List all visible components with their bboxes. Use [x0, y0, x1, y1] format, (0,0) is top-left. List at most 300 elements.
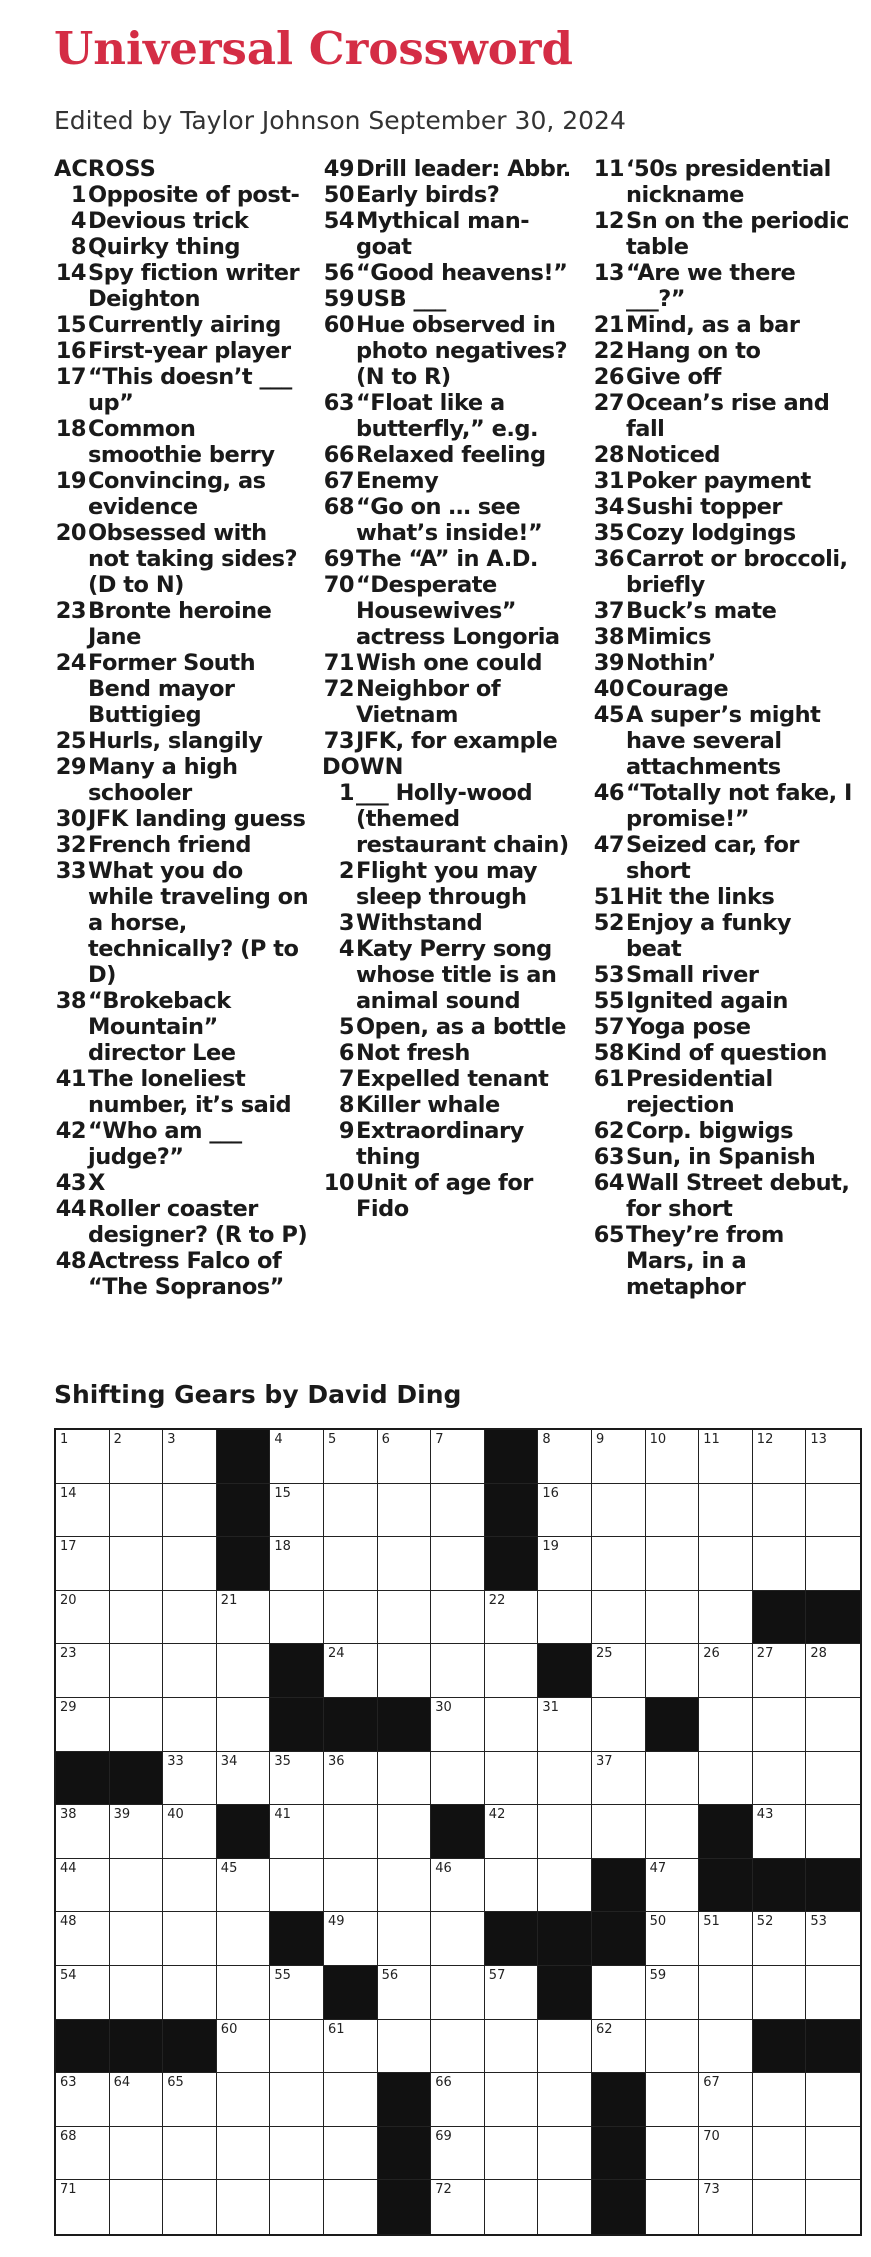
grid-cell[interactable] [485, 2020, 539, 2074]
clue-text: “Totally not fake, I promise!” [626, 780, 852, 832]
across-clue [54, 1170, 314, 1196]
grid-cell[interactable] [592, 1752, 646, 1806]
grid-cell[interactable] [217, 1966, 271, 2020]
grid-cell[interactable] [699, 1591, 753, 1645]
grid-cell[interactable] [592, 1537, 646, 1591]
grid-cell[interactable] [753, 1912, 807, 1966]
grid-cell[interactable] [324, 1430, 378, 1484]
grid-cell[interactable] [110, 2180, 164, 2234]
grid-cell[interactable] [110, 1430, 164, 1484]
grid-cell[interactable] [378, 1430, 432, 1484]
grid-cell[interactable] [163, 1644, 217, 1698]
clue-number: 6 [338, 1040, 354, 1066]
clue-text: Ignited again [626, 988, 788, 1014]
clue-number: 15 [55, 312, 86, 338]
grid-cell[interactable] [699, 1430, 753, 1484]
grid-cell[interactable] [699, 2020, 753, 2074]
clue-text: Not fresh [356, 1040, 470, 1066]
grid-cell[interactable] [270, 1430, 324, 1484]
grid-cell[interactable] [217, 1912, 271, 1966]
grid-cell[interactable] [378, 1805, 432, 1859]
black-square [699, 1805, 753, 1859]
across-clue [54, 208, 314, 234]
grid-cell[interactable] [56, 2127, 110, 2181]
editor-byline: Edited by Taylor Johnson September 30, 2024 [54, 106, 626, 135]
grid-cell[interactable] [324, 2180, 378, 2234]
grid-cell[interactable] [163, 1484, 217, 1538]
grid-cell[interactable] [431, 2180, 485, 2234]
grid-cell[interactable] [163, 2073, 217, 2127]
across-clue [322, 442, 582, 468]
grid-cell[interactable] [270, 1537, 324, 1591]
grid-cell[interactable] [538, 1591, 592, 1645]
grid-cell[interactable] [753, 1537, 807, 1591]
grid-cell[interactable] [324, 2127, 378, 2181]
clue-text: They’re from Mars, in a metaphor [626, 1222, 784, 1300]
clue-text: Presidential rejection [626, 1066, 773, 1118]
grid-cell[interactable] [378, 1484, 432, 1538]
cell-number: 46 [435, 1860, 452, 1876]
crossword-grid [54, 1428, 862, 2236]
clue-text: Hit the links [626, 884, 775, 910]
down-clue [592, 884, 852, 910]
grid-cell[interactable] [270, 2127, 324, 2181]
grid-cell[interactable] [538, 1752, 592, 1806]
grid-cell[interactable] [431, 2020, 485, 2074]
grid-cell[interactable] [699, 1537, 753, 1591]
clue-number: 8 [338, 1092, 354, 1118]
grid-cell[interactable] [699, 1698, 753, 1752]
clue-text: USB ___ [356, 286, 446, 312]
grid-cell[interactable] [646, 1537, 700, 1591]
grid-cell[interactable] [806, 1430, 860, 1484]
grid-cell[interactable] [270, 2073, 324, 2127]
across-clue [54, 1118, 314, 1170]
grid-cell[interactable] [163, 1859, 217, 1913]
grid-cell[interactable] [485, 1859, 539, 1913]
grid-cell[interactable] [646, 1966, 700, 2020]
grid-cell[interactable] [431, 2073, 485, 2127]
grid-cell[interactable] [592, 1698, 646, 1752]
grid-cell[interactable] [699, 1752, 753, 1806]
grid-cell[interactable] [806, 1966, 860, 2020]
across-clue [54, 988, 314, 1066]
clue-number: 66 [323, 442, 354, 468]
grid-cell[interactable] [270, 2180, 324, 2234]
grid-cell[interactable] [163, 2127, 217, 2181]
grid-cell[interactable] [217, 1698, 271, 1752]
across-clue [54, 1066, 314, 1118]
grid-cell[interactable] [485, 2073, 539, 2127]
grid-cell[interactable] [592, 1805, 646, 1859]
grid-cell[interactable] [806, 2073, 860, 2127]
grid-cell[interactable] [163, 1591, 217, 1645]
clue-text: Obsessed with not taking sides? (D to N) [88, 520, 298, 598]
grid-cell[interactable] [270, 2020, 324, 2074]
grid-cell[interactable] [806, 1644, 860, 1698]
grid-cell[interactable] [431, 1591, 485, 1645]
grid-cell[interactable] [163, 2180, 217, 2234]
clue-text: Mimics [626, 624, 711, 650]
grid-cell[interactable] [646, 2073, 700, 2127]
grid-cell[interactable] [538, 1859, 592, 1913]
grid-cell[interactable] [56, 1484, 110, 1538]
grid-cell[interactable] [324, 1591, 378, 1645]
clue-number: 54 [323, 208, 354, 234]
grid-cell[interactable] [699, 1966, 753, 2020]
clue-text: Withstand [356, 910, 483, 936]
black-square [217, 1484, 271, 1538]
grid-cell[interactable] [324, 1484, 378, 1538]
grid-cell[interactable] [217, 1859, 271, 1913]
grid-cell[interactable] [163, 1912, 217, 1966]
grid-cell[interactable] [56, 1430, 110, 1484]
grid-cell[interactable] [592, 1644, 646, 1698]
grid-cell[interactable] [646, 1591, 700, 1645]
grid-cell[interactable] [806, 1484, 860, 1538]
grid-cell[interactable] [270, 1752, 324, 1806]
grid-cell[interactable] [806, 2127, 860, 2181]
grid-cell[interactable] [485, 1752, 539, 1806]
grid-cell[interactable] [378, 1912, 432, 1966]
grid-cell[interactable] [753, 1805, 807, 1859]
grid-cell[interactable] [806, 1698, 860, 1752]
across-clue [322, 676, 582, 728]
black-square [485, 1537, 539, 1591]
grid-cell[interactable] [431, 1912, 485, 1966]
grid-cell[interactable] [699, 1644, 753, 1698]
grid-cell[interactable] [699, 2127, 753, 2181]
clue-text: Unit of age for Fido [356, 1170, 533, 1222]
grid-cell[interactable] [217, 1752, 271, 1806]
grid-cell[interactable] [753, 2073, 807, 2127]
down-clue [592, 520, 852, 546]
grid-cell[interactable] [431, 1537, 485, 1591]
grid-cell[interactable] [753, 1644, 807, 1698]
puzzle-page-title: Universal Crossword [54, 22, 573, 75]
grid-cell[interactable] [753, 2127, 807, 2181]
grid-cell[interactable] [753, 1484, 807, 1538]
grid-cell[interactable] [56, 2180, 110, 2234]
across-clue [322, 572, 582, 650]
clue-number: 61 [593, 1066, 624, 1092]
clue-number: 43 [55, 1170, 86, 1196]
grid-cell[interactable] [538, 1698, 592, 1752]
grid-cell[interactable] [592, 1484, 646, 1538]
grid-cell[interactable] [806, 1752, 860, 1806]
grid-cell[interactable] [270, 1859, 324, 1913]
grid-cell[interactable] [163, 1698, 217, 1752]
grid-cell[interactable] [753, 2180, 807, 2234]
grid-cell[interactable] [431, 1698, 485, 1752]
grid-cell[interactable] [646, 1430, 700, 1484]
grid-cell[interactable] [592, 2020, 646, 2074]
grid-cell[interactable] [163, 1537, 217, 1591]
clue-text: “Desperate Housewives” actress Longoria [356, 572, 560, 650]
clue-number: 12 [593, 208, 624, 234]
grid-cell[interactable] [217, 1644, 271, 1698]
clue-number: 65 [593, 1222, 624, 1248]
grid-cell[interactable] [378, 1859, 432, 1913]
grid-cell[interactable] [646, 1484, 700, 1538]
grid-cell[interactable] [806, 1537, 860, 1591]
grid-cell[interactable] [538, 1805, 592, 1859]
cell-number: 25 [596, 1646, 613, 1662]
grid-cell[interactable] [753, 1698, 807, 1752]
clue-number: 41 [55, 1066, 86, 1092]
cell-number: 63 [60, 2075, 77, 2091]
grid-cell[interactable] [646, 1912, 700, 1966]
grid-cell[interactable] [806, 1805, 860, 1859]
grid-cell[interactable] [699, 2180, 753, 2234]
black-square [217, 1430, 271, 1484]
down-clue [592, 676, 852, 702]
grid-cell[interactable] [806, 2180, 860, 2234]
grid-cell[interactable] [431, 1752, 485, 1806]
clue-number: 47 [593, 832, 624, 858]
cell-number: 49 [328, 1914, 345, 1930]
black-square [324, 1698, 378, 1752]
grid-cell[interactable] [646, 2127, 700, 2181]
clue-number: 11 [593, 156, 624, 182]
black-square [378, 2127, 432, 2181]
grid-cell[interactable] [324, 1752, 378, 1806]
grid-cell[interactable] [753, 1752, 807, 1806]
puzzle-title: Shifting Gears by David Ding [54, 1380, 462, 1409]
grid-cell[interactable] [431, 1484, 485, 1538]
cell-number: 8 [542, 1432, 551, 1447]
grid-cell[interactable] [699, 1912, 753, 1966]
clue-number: 27 [593, 390, 624, 416]
black-square [217, 1805, 271, 1859]
grid-cell[interactable] [110, 1859, 164, 1913]
grid-cell[interactable] [646, 1805, 700, 1859]
grid-cell[interactable] [538, 2073, 592, 2127]
grid-cell[interactable] [699, 2073, 753, 2127]
grid-cell[interactable] [163, 1752, 217, 1806]
grid-cell[interactable] [646, 1644, 700, 1698]
black-square [538, 1966, 592, 2020]
grid-cell[interactable] [324, 1912, 378, 1966]
clue-number: 13 [593, 260, 624, 286]
grid-cell[interactable] [110, 1805, 164, 1859]
grid-cell[interactable] [270, 1591, 324, 1645]
grid-cell[interactable] [324, 2073, 378, 2127]
clue-text: JFK, for example [356, 728, 558, 754]
cell-number: 1 [60, 1432, 69, 1447]
across-clue [322, 286, 582, 312]
grid-cell[interactable] [485, 1698, 539, 1752]
clue-number: 1 [338, 780, 354, 806]
grid-cell[interactable] [324, 1859, 378, 1913]
grid-cell[interactable] [806, 1912, 860, 1966]
down-clue [592, 702, 852, 780]
grid-cell[interactable] [485, 1805, 539, 1859]
clue-column-2 [322, 156, 582, 1222]
grid-cell[interactable] [56, 1912, 110, 1966]
cell-number: 16 [542, 1485, 559, 1501]
cell-number: 21 [220, 1592, 238, 1608]
grid-cell[interactable] [592, 1430, 646, 1484]
grid-cell[interactable] [217, 2180, 271, 2234]
black-square [378, 2073, 432, 2127]
grid-cell[interactable] [485, 1591, 539, 1645]
cell-number: 42 [488, 1807, 506, 1823]
grid-cell[interactable] [378, 1966, 432, 2020]
across-clue [54, 234, 314, 260]
grid-cell[interactable] [56, 1591, 110, 1645]
grid-cell[interactable] [431, 1430, 485, 1484]
cell-number: 72 [435, 2182, 452, 2198]
clue-number: 42 [55, 1118, 86, 1144]
grid-cell[interactable] [538, 2180, 592, 2234]
grid-cell[interactable] [592, 1591, 646, 1645]
grid-cell[interactable] [110, 1537, 164, 1591]
cell-number: 15 [274, 1485, 291, 1501]
grid-cell[interactable] [753, 1966, 807, 2020]
grid-cell[interactable] [217, 2127, 271, 2181]
grid-cell[interactable] [110, 1966, 164, 2020]
clue-column-3 [592, 156, 852, 1300]
grid-cell[interactable] [378, 2020, 432, 2074]
across-clue [54, 598, 314, 650]
grid-cell[interactable] [431, 1966, 485, 2020]
grid-cell[interactable] [110, 1698, 164, 1752]
black-square [753, 1591, 807, 1645]
grid-cell[interactable] [378, 1537, 432, 1591]
grid-cell[interactable] [110, 1912, 164, 1966]
grid-cell[interactable] [270, 1484, 324, 1538]
clue-number: 28 [593, 442, 624, 468]
clue-text: Buck’s mate [626, 598, 777, 624]
grid-cell[interactable] [538, 1484, 592, 1538]
clue-number: 63 [323, 390, 354, 416]
black-square [163, 2020, 217, 2074]
grid-cell[interactable] [431, 1859, 485, 1913]
clue-number: 49 [323, 156, 354, 182]
grid-cell[interactable] [699, 1484, 753, 1538]
cell-number: 52 [756, 1914, 774, 1930]
cell-number: 61 [328, 2021, 345, 2037]
grid-cell[interactable] [431, 1644, 485, 1698]
clue-text: “Brokeback Mountain” director Lee [88, 988, 236, 1066]
clue-text: “Good heavens!” [356, 260, 568, 286]
grid-cell[interactable] [538, 1430, 592, 1484]
clue-number: 45 [593, 702, 624, 728]
grid-cell[interactable] [538, 1537, 592, 1591]
grid-cell[interactable] [646, 2020, 700, 2074]
cell-number: 60 [220, 2021, 238, 2037]
grid-cell[interactable] [110, 1591, 164, 1645]
cell-number: 10 [649, 1432, 667, 1447]
across-clue [322, 728, 582, 754]
grid-cell[interactable] [110, 1644, 164, 1698]
grid-cell[interactable] [163, 1966, 217, 2020]
grid-cell[interactable] [592, 1966, 646, 2020]
grid-cell[interactable] [324, 2020, 378, 2074]
clue-number: 36 [593, 546, 624, 572]
grid-cell[interactable] [217, 2020, 271, 2074]
grid-cell[interactable] [485, 1966, 539, 2020]
grid-cell[interactable] [378, 1591, 432, 1645]
black-square [592, 2127, 646, 2181]
grid-cell[interactable] [56, 1805, 110, 1859]
grid-cell[interactable] [163, 1430, 217, 1484]
clue-text: Hue observed in photo negatives? (N to R) [356, 312, 568, 390]
grid-cell[interactable] [646, 1752, 700, 1806]
black-square [592, 1859, 646, 1913]
clue-text: Quirky thing [88, 234, 241, 260]
cell-number: 71 [60, 2182, 77, 2198]
cell-number: 19 [542, 1539, 559, 1555]
grid-cell[interactable] [56, 1859, 110, 1913]
clue-text: Hang on to [626, 338, 761, 364]
grid-cell[interactable] [324, 1644, 378, 1698]
across-clue [322, 494, 582, 546]
across-clue [322, 208, 582, 260]
cell-number: 31 [542, 1700, 559, 1715]
grid-cell[interactable] [646, 1859, 700, 1913]
grid-cell[interactable] [538, 2020, 592, 2074]
grid-cell[interactable] [56, 2073, 110, 2127]
grid-cell[interactable] [56, 1966, 110, 2020]
grid-cell[interactable] [56, 1698, 110, 1752]
clue-number: 18 [55, 416, 86, 442]
grid-cell[interactable] [270, 1805, 324, 1859]
grid-cell[interactable] [485, 1644, 539, 1698]
grid-cell[interactable] [163, 1805, 217, 1859]
grid-cell[interactable] [217, 2073, 271, 2127]
grid-cell[interactable] [110, 2127, 164, 2181]
grid-cell[interactable] [485, 2180, 539, 2234]
clue-number: 51 [593, 884, 624, 910]
clue-number: 1 [70, 182, 86, 208]
grid-cell[interactable] [110, 1484, 164, 1538]
grid-cell[interactable] [56, 1537, 110, 1591]
cell-number: 3 [167, 1432, 176, 1447]
grid-cell[interactable] [324, 1537, 378, 1591]
cell-number: 14 [60, 1485, 77, 1501]
grid-cell[interactable] [485, 2127, 539, 2181]
grid-cell[interactable] [431, 2127, 485, 2181]
grid-cell[interactable] [324, 1805, 378, 1859]
grid-cell[interactable] [270, 1966, 324, 2020]
across-clue [54, 416, 314, 468]
clue-number: 16 [55, 338, 86, 364]
down-clue [592, 364, 852, 390]
cell-number: 55 [274, 1968, 291, 1983]
cell-number: 59 [649, 1968, 667, 1983]
clue-number: 50 [323, 182, 354, 208]
grid-cell[interactable] [110, 2073, 164, 2127]
grid-cell[interactable] [646, 2180, 700, 2234]
grid-cell[interactable] [753, 1430, 807, 1484]
grid-cell[interactable] [378, 1644, 432, 1698]
across-heading: ACROSS [54, 156, 156, 182]
clue-number: 52 [593, 910, 624, 936]
grid-cell[interactable] [217, 1591, 271, 1645]
grid-cell[interactable] [378, 1752, 432, 1806]
cell-number: 40 [167, 1807, 184, 1823]
cell-number: 69 [435, 2128, 452, 2144]
grid-cell[interactable] [538, 2127, 592, 2181]
down-clue [322, 910, 582, 936]
clue-text: Devious trick [88, 208, 249, 234]
grid-cell[interactable] [56, 1644, 110, 1698]
clue-number: 29 [55, 754, 86, 780]
clue-number: 8 [70, 234, 86, 260]
clue-number: 2 [338, 858, 354, 884]
